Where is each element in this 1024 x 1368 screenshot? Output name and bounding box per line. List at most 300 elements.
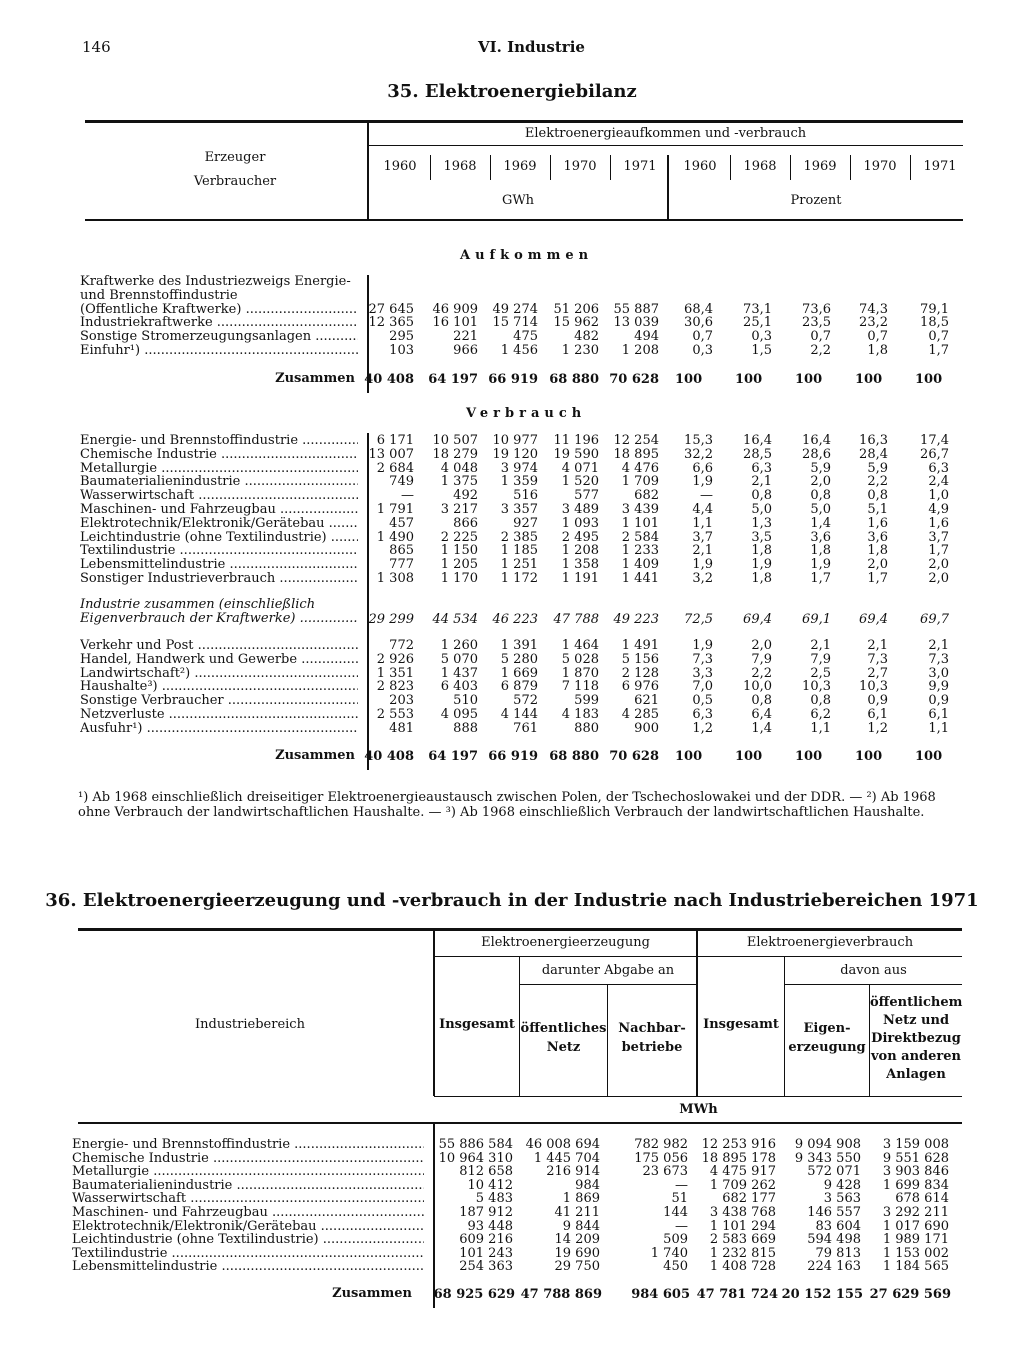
- col-oeffentlichem-netz: Netz und: [882, 1013, 950, 1028]
- table-cell: 23,5: [802, 315, 831, 331]
- table-cell: 1 185: [500, 543, 538, 559]
- table-cell: 14 209: [554, 1232, 600, 1248]
- table-cell: 0,7: [928, 329, 949, 345]
- table-row-label: Einfuhr¹) .....: [80, 344, 358, 358]
- table-cell: 1,1: [810, 720, 831, 736]
- table-row-label: Handel, Handwerk und Gewerbe .....: [80, 653, 358, 667]
- table-cell: 1 205: [440, 557, 478, 573]
- table-cell: 7,3: [692, 651, 713, 667]
- table-row-label: Elektrotechnik/Elektronik/Gerätebau .....: [72, 1220, 424, 1234]
- table-cell: 13 039: [613, 315, 659, 331]
- col-erzeugung: erzeugung: [788, 1040, 866, 1055]
- col-netz: Netz: [546, 1040, 581, 1055]
- table-row-label: Chemische Industrie .....: [72, 1152, 424, 1166]
- table-cell: 984: [575, 1177, 600, 1193]
- table-cell: 11 196: [553, 433, 599, 448]
- table-cell: 2 385: [500, 529, 538, 545]
- rule-top-36: [78, 928, 962, 931]
- table-cell: 2,1: [928, 638, 949, 653]
- table-cell: 1 709: [621, 474, 659, 490]
- total-cell: 100: [795, 372, 823, 387]
- table-cell: 1,8: [751, 571, 772, 586]
- year-divider: [910, 155, 911, 180]
- table-cell: 9,9: [928, 679, 949, 695]
- rule-group-under: [368, 145, 963, 146]
- table-cell: 509: [663, 1232, 688, 1248]
- year-divider: [850, 155, 851, 180]
- table-cell: 49 274: [492, 301, 538, 317]
- table-cell: 450: [663, 1259, 688, 1275]
- col-insgesamt-erz: Insgesamt: [439, 1017, 515, 1032]
- table-cell: 1 490: [376, 529, 414, 545]
- table-cell: 69,4: [743, 612, 772, 627]
- unit-prozent: Prozent: [790, 193, 842, 208]
- table-cell: 4 144: [500, 707, 538, 722]
- table-cell: 1 101: [621, 515, 659, 531]
- table-cell: 1,8: [867, 343, 888, 358]
- table-cell: 2,2: [867, 474, 888, 490]
- table-cell: 44 534: [432, 612, 478, 627]
- table-cell: 216 914: [546, 1164, 600, 1180]
- col-oeffentlichem-netz: Direktbezug: [871, 1031, 961, 1046]
- year-divider: [790, 155, 791, 180]
- table-cell: 572 071: [807, 1164, 861, 1180]
- col-nachbar: Nachbar-: [618, 1021, 686, 1036]
- table-cell: 5,9: [867, 460, 888, 476]
- total-label-verbrauch: Zusammen: [275, 748, 355, 763]
- table-row-label: Lebensmittelindustrie .....: [80, 558, 358, 572]
- table-cell: 4 095: [440, 707, 478, 722]
- table-cell: 9 428: [823, 1177, 861, 1193]
- table-cell: 481: [389, 720, 414, 736]
- table-row-label: Kraftwerke des Industriezweigs Energie-: [80, 275, 351, 289]
- table-cell: 10 507: [432, 433, 478, 448]
- table-cell: 682: [634, 488, 659, 504]
- table-cell: 3,5: [751, 529, 772, 545]
- table-cell: 73,1: [743, 301, 772, 317]
- table-cell: 1 791: [376, 502, 414, 517]
- table-cell: 19 590: [553, 446, 599, 462]
- table-row-label: Sonstiger Industrieverbrauch .....: [80, 572, 358, 586]
- table-cell: 1 408 728: [709, 1259, 776, 1275]
- rule-36-unit-top: [434, 1096, 962, 1097]
- table-cell: —: [675, 1177, 688, 1193]
- table-cell: 295: [389, 329, 414, 345]
- col-oeffentliches: öffentliches: [520, 1021, 607, 1036]
- table-cell: 29 750: [554, 1259, 600, 1275]
- industrie-zusammen-label-1: Industrie zusammen (einschließlich: [80, 598, 316, 612]
- table-cell: 1 101 294: [709, 1218, 776, 1234]
- col-eigen: Eigen-: [803, 1021, 851, 1036]
- col-betriebe: betriebe: [621, 1040, 683, 1055]
- table-cell: 5,0: [751, 502, 772, 517]
- table-cell: 18 895 178: [701, 1150, 776, 1166]
- table-cell: 1,7: [928, 543, 949, 559]
- year-header: 1969: [503, 159, 537, 174]
- table-cell: 18 895: [613, 446, 659, 462]
- table-cell: 6,1: [867, 707, 888, 722]
- table-cell: 1,2: [692, 720, 713, 736]
- table-cell: 1,2: [867, 720, 888, 736]
- table-35-title: 35. Elektroenergiebilanz: [387, 81, 637, 102]
- table-cell: 4 183: [561, 707, 599, 722]
- table-cell: 5,0: [810, 502, 831, 517]
- table-cell: 1 191: [561, 571, 599, 586]
- table-cell: 5 028: [561, 651, 599, 667]
- table-cell: 1,9: [810, 557, 831, 573]
- table-cell: 146 557: [807, 1205, 861, 1220]
- table-cell: 6,3: [928, 460, 949, 476]
- table-row-label: und Brennstoffindustrie: [80, 288, 238, 303]
- table-cell: 3,0: [928, 665, 949, 681]
- table-cell: 494: [634, 329, 659, 345]
- header-darunter: darunter Abgabe an: [541, 963, 675, 978]
- table-cell: 15 962: [553, 315, 599, 331]
- table-cell: 1 464: [561, 638, 599, 653]
- table-cell: 1,9: [692, 474, 713, 490]
- table-cell: 1 870: [561, 665, 599, 681]
- table-cell: 203: [389, 693, 414, 709]
- table-row-label: Wasserwirtschaft .....: [80, 489, 358, 503]
- table-cell: 1 184 565: [882, 1259, 949, 1275]
- table-cell: 51: [671, 1191, 688, 1207]
- table-cell: 2 495: [561, 529, 599, 545]
- table-row-label: Metallurgie .....: [72, 1165, 424, 1179]
- table-row-label: Ausfuhr¹) .....: [80, 722, 358, 736]
- table-cell: 7,0: [692, 679, 713, 695]
- table-cell: 3 489: [561, 502, 599, 517]
- total-cell: 40 408: [364, 749, 414, 764]
- table-cell: 0,8: [810, 488, 831, 504]
- table-cell: 1,4: [810, 515, 831, 531]
- table-cell: 16,4: [743, 433, 772, 448]
- table-cell: 9 094 908: [794, 1137, 861, 1152]
- table-cell: 6,3: [751, 460, 772, 476]
- table-cell: 0,7: [692, 329, 713, 345]
- table-cell: 5 070: [440, 651, 478, 667]
- year-divider: [610, 155, 611, 180]
- rule-header-bottom: [85, 219, 963, 221]
- table-cell: 749: [389, 474, 414, 490]
- total-cell: 100: [795, 749, 823, 764]
- table-cell: 10 964 310: [438, 1150, 513, 1166]
- table-cell: 69,1: [802, 612, 831, 627]
- table-cell: 1 233: [621, 543, 659, 559]
- table-cell: 2,2: [751, 665, 772, 681]
- table-cell: 16 101: [432, 315, 478, 331]
- section-verbrauch: Verbrauch: [466, 406, 587, 421]
- table-cell: 32,2: [684, 446, 713, 462]
- total-cell: 68 880: [549, 372, 599, 387]
- table-cell: 9 551 628: [882, 1150, 949, 1166]
- table-cell: 5 483: [475, 1191, 513, 1207]
- rule-36-group: [434, 956, 962, 957]
- table-cell: 41 211: [554, 1205, 600, 1220]
- table-cell: 3,7: [692, 529, 713, 545]
- table-cell: 0,7: [810, 329, 831, 345]
- table-cell: 47 788: [553, 612, 599, 627]
- table-row-label: Verkehr und Post .....: [80, 639, 358, 653]
- year-header: 1960: [683, 159, 717, 174]
- table-cell: 812 658: [459, 1164, 513, 1180]
- table-cell: 457: [389, 515, 414, 531]
- table-cell: 144: [663, 1205, 688, 1220]
- table-cell: 2 584: [621, 529, 659, 545]
- header-industriebereich: Industriebereich: [195, 1017, 305, 1032]
- year-divider: [550, 155, 551, 180]
- table-cell: 46 909: [432, 301, 478, 317]
- header-davon: davon aus: [840, 963, 907, 978]
- table-cell: 5,1: [867, 502, 888, 517]
- table-cell: 1 172: [500, 571, 538, 586]
- table-cell: 1 669: [500, 665, 538, 681]
- table-cell: 772: [389, 638, 414, 653]
- col-oeffentlichem-netz: von anderen: [870, 1049, 961, 1064]
- table-cell: 2,0: [810, 474, 831, 490]
- table-row-label: Sonstige Stromerzeugungsanlagen .....: [80, 330, 358, 344]
- table-cell: 1 409: [621, 557, 659, 573]
- table-cell: 79,1: [920, 301, 949, 317]
- table-cell: 2 225: [440, 529, 478, 545]
- table-cell: 2,7: [867, 665, 888, 681]
- table-row-label: Leichtindustrie (ohne Textilindustrie) .....: [80, 531, 358, 545]
- table-cell: 1 375: [440, 474, 478, 490]
- table-cell: 0,8: [751, 488, 772, 504]
- table-cell: 6,6: [692, 460, 713, 476]
- table-cell: 1,9: [692, 557, 713, 573]
- table-cell: 782 982: [634, 1137, 688, 1152]
- table-row-label: Textilindustrie .....: [80, 544, 358, 558]
- table-cell: 2,0: [867, 557, 888, 573]
- footnote-line-2: ohne Verbrauch der landwirtschaftlichen Haushalte. — ³) Ab 1968 einschließlich Verbrauch der landwirtschaftlichen Haushalte.: [78, 805, 925, 820]
- table-cell: 1 359: [500, 474, 538, 490]
- table-cell: 2,1: [692, 543, 713, 559]
- table-cell: 1,7: [810, 571, 831, 586]
- table-cell: 1 251: [500, 557, 538, 573]
- table-cell: 4 475 917: [709, 1164, 776, 1180]
- table-cell: 4 476: [621, 460, 659, 476]
- table-cell: 1 308: [376, 571, 414, 586]
- table-cell: 26,7: [920, 446, 949, 462]
- total-cell: 47 788 869: [520, 1287, 602, 1302]
- total-cell: 27 629 569: [869, 1287, 951, 1302]
- table-cell: 10,3: [802, 679, 831, 695]
- table-cell: 46 223: [492, 612, 538, 627]
- table-cell: 1 230: [561, 343, 599, 358]
- table-cell: 29 299: [368, 612, 414, 627]
- table-cell: 0,7: [867, 329, 888, 345]
- table-cell: 2,4: [928, 474, 949, 490]
- table-row-label: Maschinen- und Fahrzeugbau .....: [80, 503, 358, 517]
- table-cell: 69,7: [920, 612, 949, 627]
- table-cell: 1 232 815: [709, 1245, 776, 1261]
- total-cell: 100: [735, 749, 763, 764]
- table-cell: 572: [513, 693, 538, 709]
- table-cell: 3,6: [867, 529, 888, 545]
- table-cell: 3,7: [928, 529, 949, 545]
- table-cell: 46 008 694: [525, 1137, 600, 1152]
- table-cell: 7,9: [751, 651, 772, 667]
- table-cell: 0,9: [928, 693, 949, 709]
- table-cell: 187 912: [459, 1205, 513, 1220]
- rule-36-left: [433, 930, 435, 1096]
- header-erzeugung: Elektroenergieerzeugung: [481, 935, 650, 950]
- table-cell: 1 437: [440, 665, 478, 681]
- table-cell: 9 343 550: [794, 1150, 861, 1166]
- table-cell: 15 714: [492, 315, 538, 331]
- table-row-label: Elektrotechnik/Elektronik/Gerätebau .....: [80, 517, 358, 531]
- table-cell: 4,4: [692, 502, 713, 517]
- table-cell: 516: [513, 488, 538, 504]
- header-verbraucher: Verbraucher: [193, 174, 277, 189]
- total-cell: 984 605: [631, 1287, 690, 1302]
- table-cell: 6 171: [376, 433, 414, 448]
- table-cell: 1 351: [376, 665, 414, 681]
- table-cell: 1,1: [692, 515, 713, 531]
- table-cell: 73,6: [802, 301, 831, 317]
- table-cell: 510: [453, 693, 478, 709]
- section-aufkommen: Aufkommen: [460, 248, 594, 263]
- table-cell: 682 177: [722, 1191, 776, 1207]
- total-cell: 20 152 155: [781, 1287, 863, 1302]
- header-erzeuger: Erzeuger: [204, 150, 266, 165]
- table-36-title: 36. Elektroenergieerzeugung und -verbrauch in der Industrie nach Industriebereichen 1971: [45, 890, 979, 911]
- table-cell: 27 645: [368, 301, 414, 317]
- table-cell: 865: [389, 543, 414, 559]
- col-oeffentlichem-netz: Anlagen: [886, 1067, 946, 1082]
- table-cell: 3 439: [621, 502, 659, 517]
- table-row-label: Energie- und Brennstoffindustrie .....: [72, 1138, 424, 1152]
- total-cell: 64 197: [428, 749, 478, 764]
- table-cell: 0,8: [867, 488, 888, 504]
- table-cell: 1,8: [751, 543, 772, 559]
- table-cell: 1 456: [500, 343, 538, 358]
- table-cell: 3 292 211: [882, 1205, 949, 1220]
- col-oeffentlichem-netz: öffentlichem: [870, 995, 963, 1010]
- table-cell: 5 280: [500, 651, 538, 667]
- table-cell: 55 886 584: [438, 1137, 513, 1152]
- total-cell: 70 628: [609, 749, 659, 764]
- table-cell: 10,0: [743, 679, 772, 695]
- table-cell: 2 583 669: [709, 1232, 776, 1248]
- table-cell: 1,8: [867, 543, 888, 559]
- table-cell: 1,3: [751, 515, 772, 531]
- total-cell: 40 408: [364, 372, 414, 387]
- rule-top: [85, 120, 963, 123]
- table-cell: 1 391: [500, 638, 538, 653]
- table-cell: 4 285: [621, 707, 659, 722]
- table-row-label: Metallurgie .....: [80, 462, 358, 476]
- table-cell: 18,5: [920, 315, 949, 331]
- table-cell: 0,8: [751, 693, 772, 709]
- table-cell: 49 223: [613, 612, 659, 627]
- year-header: 1971: [623, 159, 657, 174]
- table-cell: 68,4: [684, 301, 713, 317]
- table-cell: 3,6: [810, 529, 831, 545]
- total-cell: 66 919: [488, 749, 538, 764]
- table-row-label: Netzverluste .....: [80, 708, 358, 722]
- industrie-zusammen-label-2: Eigenverbrauch der Kraftwerke) .....: [80, 612, 358, 626]
- table-cell: 577: [574, 488, 599, 504]
- table-cell: 6,1: [928, 707, 949, 722]
- table-cell: 224 163: [807, 1259, 861, 1275]
- table-row-label: Energie- und Brennstoffindustrie .....: [80, 434, 358, 448]
- table-cell: 1,9: [692, 638, 713, 653]
- table-cell: 0,3: [751, 329, 772, 345]
- table-cell: 16,3: [859, 433, 888, 448]
- year-header: 1968: [743, 159, 777, 174]
- table-cell: 1 170: [440, 571, 478, 586]
- table-cell: 4 071: [561, 460, 599, 476]
- table-cell: 1 358: [561, 557, 599, 573]
- table-cell: 475: [513, 329, 538, 345]
- table-cell: 3 438 768: [709, 1205, 776, 1220]
- table-cell: 7,3: [928, 651, 949, 667]
- table-cell: 17,4: [920, 433, 949, 448]
- total-cell: 100: [915, 749, 943, 764]
- table-cell: 79 813: [815, 1245, 861, 1261]
- table-cell: 1,0: [928, 488, 949, 504]
- year-header: 1969: [803, 159, 837, 174]
- table-cell: 1,9: [751, 557, 772, 573]
- table-cell: 1 491: [621, 638, 659, 653]
- table-cell: 3,2: [692, 571, 713, 586]
- table-cell: 6 879: [500, 679, 538, 695]
- unit-gwh: GWh: [501, 193, 535, 208]
- footnote-line-1: ¹) Ab 1968 einschließlich dreiseitiger Elektroenergieaustausch zwischen Polen, der Tschechoslowakei und der DDR. — ²) Ab 1968: [78, 790, 936, 805]
- table-cell: 1,6: [928, 515, 949, 531]
- year-divider: [730, 155, 731, 180]
- table-cell: 2 684: [376, 460, 414, 476]
- table-cell: 1 740: [650, 1245, 688, 1261]
- table-cell: 678 614: [895, 1191, 949, 1207]
- table-cell: 6,3: [692, 707, 713, 722]
- table-cell: 13 007: [368, 446, 414, 462]
- total-cell: 66 919: [488, 372, 538, 387]
- table-cell: 12 253 916: [701, 1137, 776, 1152]
- year-header: 1968: [443, 159, 477, 174]
- total-cell: 100: [855, 749, 883, 764]
- table-cell: 3 974: [500, 460, 538, 476]
- unit-mwh: MWh: [679, 1102, 718, 1117]
- table-cell: 55 887: [613, 301, 659, 317]
- rule-36-davon: [785, 984, 962, 985]
- table-cell: 880: [574, 720, 599, 736]
- table-cell: 2,2: [810, 343, 831, 358]
- table-cell: —: [675, 1218, 688, 1234]
- table-cell: 1,8: [810, 543, 831, 559]
- table-cell: 5 156: [621, 651, 659, 667]
- table-cell: 23,2: [859, 315, 888, 331]
- year-header: 1971: [923, 159, 957, 174]
- table-row-label: Textilindustrie .....: [72, 1247, 424, 1261]
- table-cell: 482: [574, 329, 599, 345]
- table-cell: 1 989 171: [882, 1232, 949, 1248]
- table-cell: 2,0: [928, 571, 949, 586]
- total-label-aufkommen: Zusammen: [275, 371, 355, 386]
- table-row-label: Sonstige Verbraucher .....: [80, 694, 358, 708]
- table-cell: 6,2: [810, 707, 831, 722]
- table-cell: 7,9: [810, 651, 831, 667]
- table-cell: 1 869: [562, 1191, 600, 1207]
- table-cell: 1 260: [440, 638, 478, 653]
- table-cell: 1 699 834: [882, 1177, 949, 1193]
- table-cell: 254 363: [459, 1259, 513, 1275]
- total-cell: 100: [855, 372, 883, 387]
- table-cell: 0,3: [692, 343, 713, 358]
- table-cell: 12 254: [613, 433, 659, 448]
- table-cell: 6 976: [621, 679, 659, 695]
